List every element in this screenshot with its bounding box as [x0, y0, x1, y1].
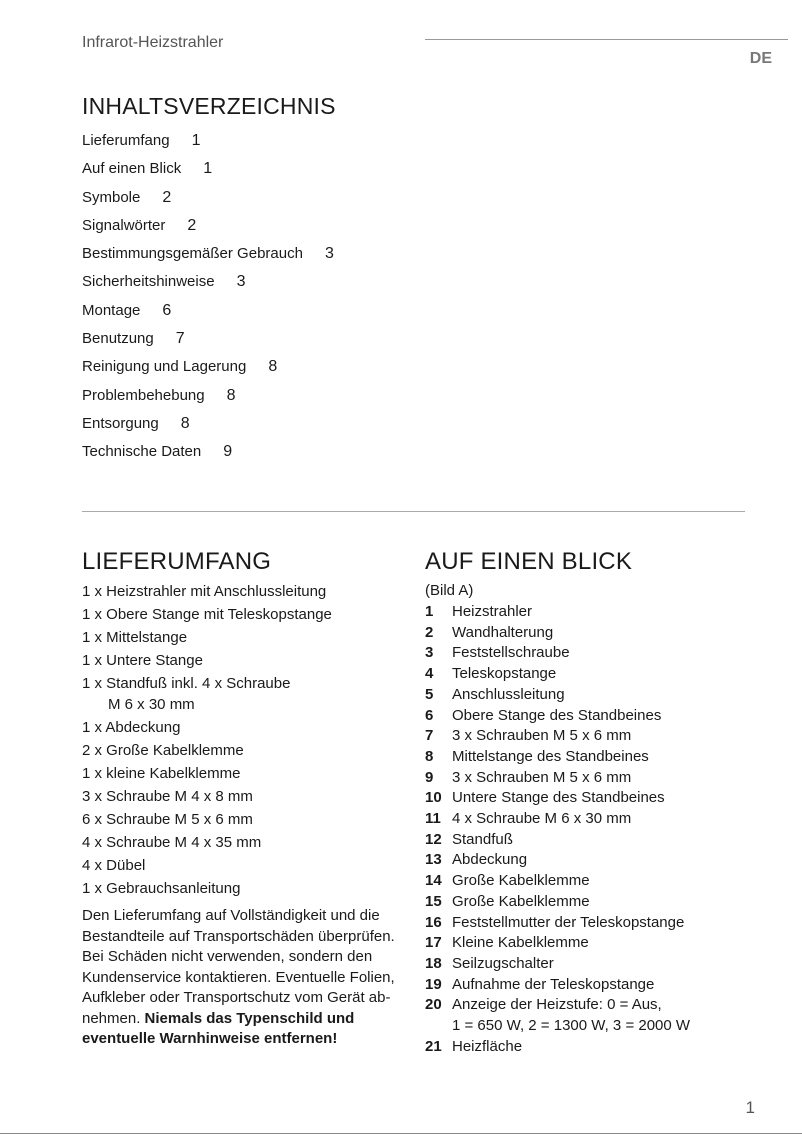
part-label-wrap	[452, 602, 532, 623]
part-label: Wandhalterung	[452, 623, 554, 641]
toc-entry-label: Lieferumfang	[82, 132, 170, 149]
page-number: 1	[745, 1098, 755, 1117]
part-number: 13	[425, 851, 442, 869]
toc-entry-label: Problembehebung	[82, 386, 205, 404]
toc-entry-label: Benutzung	[82, 330, 154, 348]
part-label: Obere Stange des Standbeines	[452, 706, 662, 724]
part-label-continuation: 1 = 650 W, 2 = 1300 W, 3 = 2000 W	[452, 1017, 691, 1035]
table-of-contents	[82, 132, 334, 472]
part-label: 3 x Schrauben M 5 x 6 mm	[452, 768, 632, 786]
lieferumfang-section	[82, 548, 412, 1050]
toc-heading-text: INHALTSVERZEICHNIS	[82, 93, 336, 119]
part-label: 3 x Schrauben M 5 x 6 mm	[452, 727, 632, 745]
part-label-wrap	[452, 892, 590, 913]
part-label-wrap	[452, 933, 589, 954]
toc-entry[interactable]	[82, 189, 334, 217]
toc-entry-label: Symbole	[82, 188, 141, 206]
list-item-text: 1 x Standfuß inkl. 4 x Schraube	[82, 675, 291, 692]
part-item	[425, 788, 765, 809]
part-label: Anzeige der Heizstufe: 0 = Aus,	[452, 996, 662, 1014]
list-item	[82, 580, 412, 603]
part-label: Untere Stange des Standbeines	[452, 789, 665, 807]
toc-entry-page: 1	[191, 132, 201, 149]
list-item-text: 1 x Untere Stange	[82, 652, 203, 669]
part-item	[425, 664, 765, 685]
part-item	[425, 726, 765, 747]
part-item	[425, 623, 765, 644]
part-label: Kleine Kabelklemme	[452, 934, 589, 952]
list-item	[82, 626, 412, 649]
footer-rule	[0, 1133, 802, 1134]
part-item	[425, 747, 765, 768]
part-number: 14	[425, 872, 442, 890]
part-item	[425, 706, 765, 727]
list-item	[82, 716, 412, 739]
toc-entry-label: Auf einen Blick	[82, 160, 182, 178]
toc-entry[interactable]	[82, 302, 334, 330]
part-number: 10	[425, 789, 442, 807]
list-item	[82, 649, 412, 672]
part-number: 20	[425, 996, 442, 1014]
part-label-wrap	[452, 623, 553, 644]
warning-text: Niemals das Typenschild und eventuelle Warnhinweise entfernen!	[82, 1009, 355, 1047]
list-item-text: 2 x Große Kabelklemme	[82, 742, 244, 759]
toc-entry-page: 9	[223, 443, 233, 461]
part-label: Mittelstange des Standbeines	[452, 747, 649, 765]
part-number: 11	[425, 810, 441, 828]
part-item	[425, 954, 765, 975]
part-item	[425, 892, 765, 913]
part-number: 5	[425, 685, 434, 703]
part-label-wrap	[452, 768, 631, 789]
toc-entry[interactable]	[82, 358, 334, 386]
list-item-text: 1 x kleine Kabelklemme	[82, 765, 241, 782]
toc-entry-page: 2	[162, 188, 172, 206]
list-item-text: 4 x Dübel	[82, 857, 146, 874]
part-label: Standfuß	[452, 830, 513, 848]
part-label: Anschlussleitung	[452, 685, 565, 703]
list-item	[82, 808, 412, 831]
toc-entry-page: 3	[324, 245, 334, 263]
paragraph-text: Den Lieferumfang auf Vollständigkeit und die Bestandteile auf Transportschäden überprüfen. Bei Schäden nicht verwenden, sondern den Kundenservice kontaktieren. Eventuelle Folien, Aufkleber oder Transportschutz vom Gerät abnehmen.	[82, 907, 395, 1027]
list-item-text: 3 x Schraube M 4 x 8 mm	[82, 788, 253, 805]
overview-list	[425, 602, 765, 1057]
toc-entry-page: 7	[175, 330, 185, 348]
toc-entry[interactable]	[82, 217, 334, 245]
part-label: Feststellmutter der Teleskopstange	[452, 913, 685, 931]
part-label: Abdeckung	[452, 851, 528, 869]
part-label: Heizstrahler	[452, 603, 533, 620]
part-number: 8	[425, 747, 434, 765]
part-number: 4	[425, 665, 434, 683]
part-number: 3	[425, 644, 434, 662]
part-label-wrap	[452, 726, 631, 747]
part-label: Seilzugschalter	[452, 954, 554, 972]
part-number: 7	[425, 727, 434, 745]
overview-section	[425, 548, 765, 1057]
part-item	[425, 850, 765, 871]
list-item-text: 4 x Schraube M 4 x 35 mm	[82, 834, 262, 851]
toc-entry-label: Signalwörter	[82, 216, 166, 234]
part-item	[425, 685, 765, 706]
part-label-wrap	[452, 850, 527, 871]
part-item	[425, 975, 765, 996]
toc-entry-page: 3	[236, 273, 246, 291]
part-label: Große Kabelklemme	[452, 892, 590, 910]
list-item-continuation: M 6 x 30 mm	[108, 696, 195, 713]
toc-entry[interactable]	[82, 387, 334, 415]
part-number: 9	[425, 768, 434, 786]
part-item	[425, 913, 765, 934]
list-item	[82, 785, 412, 808]
part-number: 19	[425, 975, 442, 993]
list-item-text: 1 x Abdeckung	[82, 719, 181, 736]
part-number: 1	[425, 603, 434, 620]
overview-heading: AUF EINEN BLICK	[425, 548, 633, 575]
section-divider	[82, 511, 745, 512]
list-item	[82, 831, 412, 854]
toc-entry[interactable]	[82, 245, 334, 273]
part-label: Aufnahme der Teleskopstange	[452, 975, 655, 993]
toc-entry-label: Montage	[82, 301, 141, 319]
toc-entry-page: 6	[162, 301, 172, 319]
list-item	[82, 877, 412, 900]
part-label: Heizfläche	[452, 1037, 523, 1055]
toc-entry-label: Bestimmungsgemäßer Gebrauch	[82, 245, 303, 263]
part-label-wrap	[452, 995, 690, 1036]
part-item	[425, 995, 765, 1036]
running-header-title: Infrarot-Heizstrahler	[82, 34, 224, 51]
part-number: 16	[425, 913, 442, 931]
toc-entry-label: Reinigung und Lagerung	[82, 358, 247, 376]
part-number: 21	[425, 1037, 442, 1055]
toc-entry-page: 8	[180, 414, 190, 432]
part-item	[425, 830, 765, 851]
part-label-wrap	[452, 747, 649, 768]
part-label-wrap	[452, 809, 631, 830]
toc-entry-page: 1	[203, 160, 213, 178]
part-item	[425, 871, 765, 892]
part-label-wrap	[452, 706, 661, 727]
part-label-wrap	[452, 1037, 522, 1058]
header-rule	[425, 39, 788, 40]
toc-entry[interactable]	[82, 273, 334, 301]
list-item	[82, 603, 412, 626]
part-number: 2	[425, 623, 434, 641]
part-label-wrap	[452, 643, 570, 664]
part-label: Feststellschraube	[452, 644, 570, 662]
toc-entry[interactable]	[82, 443, 334, 471]
toc-entry[interactable]	[82, 132, 334, 160]
part-label-wrap	[452, 913, 684, 934]
toc-heading	[82, 93, 336, 120]
part-label-wrap	[452, 664, 556, 685]
list-item-text: 6 x Schraube M 5 x 6 mm	[82, 811, 253, 828]
part-number: 6	[425, 706, 434, 724]
list-item-text: 1 x Obere Stange mit Teleskopstange	[82, 606, 332, 623]
language-tag: DE	[749, 50, 772, 67]
part-number: 17	[425, 934, 442, 952]
list-item	[82, 739, 412, 762]
list-item-text: 1 x Mittelstange	[82, 629, 188, 646]
part-label-wrap	[452, 788, 665, 809]
part-number: 15	[425, 892, 442, 910]
part-label: Große Kabelklemme	[452, 872, 590, 890]
part-item	[425, 933, 765, 954]
toc-entry[interactable]	[82, 415, 334, 443]
part-label-wrap	[452, 685, 565, 706]
part-item	[425, 809, 765, 830]
part-item	[425, 643, 765, 664]
toc-entry-page: 2	[187, 216, 197, 234]
part-label-wrap	[452, 830, 513, 851]
lieferumfang-heading: LIEFERUMFANG	[82, 548, 272, 575]
part-item	[425, 1037, 765, 1058]
part-label: 4 x Schraube M 6 x 30 mm	[452, 810, 632, 828]
part-label-wrap	[452, 975, 654, 996]
toc-entry-page: 8	[226, 386, 236, 404]
toc-entry-label: Entsorgung	[82, 414, 159, 432]
part-number: 12	[425, 830, 442, 848]
list-item	[82, 762, 412, 785]
overview-subtitle: (Bild A)	[425, 582, 474, 599]
part-number: 18	[425, 954, 442, 972]
list-item-text: 1 x Heizstrahler mit Anschlussleitung	[82, 583, 327, 600]
toc-entry-label: Technische Daten	[82, 443, 202, 461]
part-label-wrap	[452, 871, 590, 892]
part-label: Teleskopstange	[452, 665, 557, 683]
toc-entry[interactable]	[82, 160, 334, 188]
list-item	[82, 854, 412, 877]
part-item	[425, 768, 765, 789]
toc-entry[interactable]	[82, 330, 334, 358]
list-item	[82, 672, 412, 714]
toc-entry-page: 8	[268, 358, 278, 376]
part-item	[425, 602, 765, 623]
list-item-text: 1 x Gebrauchsanleitung	[82, 880, 241, 897]
lieferumfang-list	[82, 580, 412, 900]
lieferumfang-paragraph	[82, 906, 412, 1050]
toc-entry-label: Sicherheitshinweise	[82, 273, 215, 291]
part-label-wrap	[452, 954, 554, 975]
